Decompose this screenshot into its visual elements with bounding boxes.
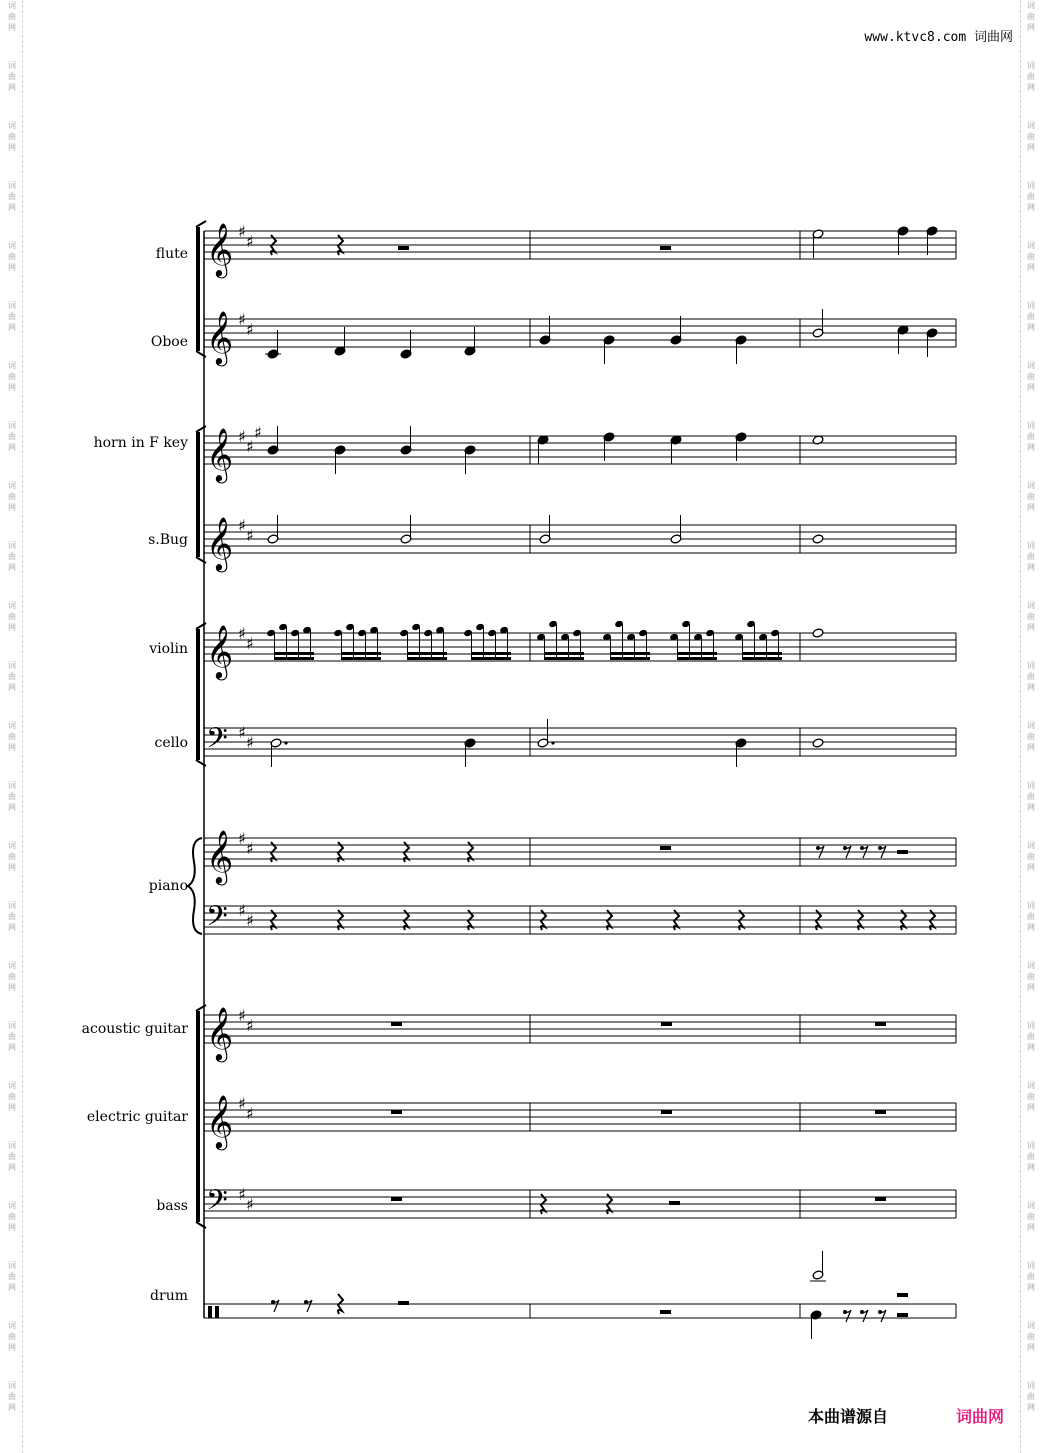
violin-group-beam: [610, 652, 650, 655]
sbug-sharp-icon: ♯: [246, 526, 254, 545]
bass-sharp-icon: ♯: [238, 1185, 246, 1204]
oboe-sharp-icon: ♯: [246, 320, 254, 339]
violin-whole-note: [812, 628, 824, 638]
violin-group-beam: [407, 652, 447, 655]
label-violin: violin: [149, 641, 188, 657]
horn-sharp-icon: ♯: [254, 423, 262, 442]
bracket-woodwinds: [196, 227, 200, 351]
violin-group-beam: [544, 657, 584, 660]
violin-group-beam: [274, 652, 314, 655]
drum-lower-half-rest: [897, 1313, 908, 1317]
flute-sharp-icon: ♯: [238, 222, 246, 241]
drum-eighth-rest-tail: [845, 1310, 851, 1322]
violin-group-beam: [742, 652, 782, 655]
label-drum: drum: [150, 1288, 188, 1304]
drum-whole-rest: [660, 1310, 671, 1314]
cello-bass-clef-icon: 𝄢: [206, 722, 228, 762]
drum-eighth-rest-tail: [862, 1310, 868, 1322]
label-flute: flute: [155, 246, 188, 262]
footer-brand: 词曲网: [956, 1407, 1005, 1426]
piano-lh-sharp-icon: ♯: [238, 901, 246, 920]
horn-sharp-icon: ♯: [238, 427, 246, 446]
piano-lh-sharp-icon: ♯: [246, 911, 254, 930]
bracket-strings: [196, 629, 200, 760]
header-site-url: www.ktvc8.com 词曲网: [864, 30, 1013, 45]
piano-rh-sharp-icon: ♯: [238, 829, 246, 848]
violin-group-beam: [677, 652, 717, 655]
sbug-whole-note: [812, 534, 824, 544]
violin-group-beam: [471, 652, 511, 655]
flute-sharp-icon: ♯: [246, 232, 254, 251]
violin-group-beam: [341, 657, 381, 660]
violin-group-beam: [544, 652, 584, 655]
oboe-treble-clef-icon: 𝄞: [206, 310, 234, 364]
oboe-sharp-icon: ♯: [238, 310, 246, 329]
piano-rh-sharp-icon: ♯: [246, 839, 254, 858]
label-sbug: s.Bug: [148, 532, 188, 548]
drum-upper-half-rest: [897, 1293, 908, 1297]
egtr-treble-clef-icon: 𝄞: [206, 1094, 234, 1148]
cello-note-dot: [284, 741, 287, 744]
violin-treble-clef-icon: 𝄞: [206, 624, 234, 678]
right-watermark-strip: 词 曲 网 词 曲 网 词 曲 网 词 曲 网 词 曲 网 词 曲 网 词 曲 网 词 曲 网 词 曲 网 词 曲 网 词 曲 网 词 曲 网 词 曲 网 词 曲 网 词 曲 网 词 曲 网 词 曲 网 词 曲 网 词 曲 网 词 曲 网 词 曲 网 词 曲 网 词 曲 网 词 曲 网: [1020, 0, 1041, 1453]
drum-eighth-rest-tail: [273, 1300, 279, 1312]
agtr-whole-rest: [661, 1022, 672, 1026]
agtr-treble-clef-icon: 𝄞: [206, 1006, 234, 1060]
piano-rh-treble-clef-icon: 𝄞: [206, 829, 234, 883]
label-bass: bass: [156, 1198, 188, 1214]
violin-group-beam: [274, 657, 314, 660]
sbug-treble-clef-icon: 𝄞: [206, 516, 234, 570]
bass-bass-clef-icon: 𝄢: [206, 1184, 228, 1224]
label-piano: piano: [148, 878, 188, 894]
piano-brace-icon: [188, 838, 202, 934]
bracket-guitars: [196, 1011, 200, 1222]
label-cello: cello: [154, 735, 188, 751]
flute-half-rest: [398, 246, 409, 250]
flute-whole-rest: [660, 246, 671, 250]
violin-sharp-icon: ♯: [246, 634, 254, 653]
agtr-whole-rest: [875, 1022, 886, 1026]
label-acoustic-guitar: acoustic guitar: [81, 1021, 188, 1037]
violin-group-beam: [677, 657, 717, 660]
violin-sharp-icon: ♯: [238, 624, 246, 643]
violin-group-beam: [471, 657, 511, 660]
agtr-sharp-icon: ♯: [246, 1016, 254, 1035]
egtr-whole-rest: [661, 1110, 672, 1114]
violin-group-beam: [610, 657, 650, 660]
agtr-whole-rest: [391, 1022, 402, 1026]
piano-rh-whole-rest: [660, 846, 671, 850]
egtr-sharp-icon: ♯: [238, 1094, 246, 1113]
label-horn: horn in F key: [93, 435, 188, 451]
bass-half-rest: [669, 1201, 680, 1205]
bass-sharp-icon: ♯: [246, 1195, 254, 1214]
footer-source-text: 本曲谱源自: [808, 1407, 889, 1426]
drum-perc-clef-icon: [215, 1306, 219, 1318]
egtr-sharp-icon: ♯: [246, 1104, 254, 1123]
cello-sharp-icon: ♯: [238, 723, 246, 742]
bracket-woodwinds-top: [196, 221, 206, 227]
piano-lh-bass-clef-icon: 𝄢: [206, 900, 228, 940]
piano-rh-half-rest: [897, 850, 908, 854]
drum-half-rest: [398, 1301, 409, 1305]
left-watermark-strip: 词 曲 网 词 曲 网 词 曲 网 词 曲 网 词 曲 网 词 曲 网 词 曲 网 词 曲 网 词 曲 网 词 曲 网 词 曲 网 词 曲 网 词 曲 网 词 曲 网 词 曲 网 词 曲 网 词 曲 网 词 曲 网 词 曲 网 词 曲 网 词 曲 网 词 曲 网 词 曲 网 词 曲 网: [2, 0, 23, 1453]
bass-whole-rest: [391, 1197, 402, 1201]
violin-group-beam: [407, 657, 447, 660]
agtr-sharp-icon: ♯: [238, 1006, 246, 1025]
egtr-whole-rest: [391, 1110, 402, 1114]
bass-whole-rest: [875, 1197, 886, 1201]
drum-perc-clef-icon: [208, 1306, 212, 1318]
cello-note-dot: [551, 741, 554, 744]
cello-sharp-icon: ♯: [246, 733, 254, 752]
drum-eighth-rest-tail: [306, 1300, 312, 1312]
violin-group-beam: [742, 657, 782, 660]
drum-eighth-rest-tail: [880, 1310, 886, 1322]
horn-sharp-icon: ♯: [246, 437, 254, 456]
egtr-whole-rest: [875, 1110, 886, 1114]
bracket-brass: [196, 432, 200, 557]
sbug-sharp-icon: ♯: [238, 516, 246, 535]
cello-whole-note: [812, 738, 824, 748]
label-oboe: Oboe: [150, 334, 188, 350]
violin-group-beam: [341, 652, 381, 655]
horn-treble-clef-icon: 𝄞: [206, 427, 234, 481]
label-electric-guitar: electric guitar: [86, 1109, 188, 1125]
flute-treble-clef-icon: 𝄞: [206, 222, 234, 276]
